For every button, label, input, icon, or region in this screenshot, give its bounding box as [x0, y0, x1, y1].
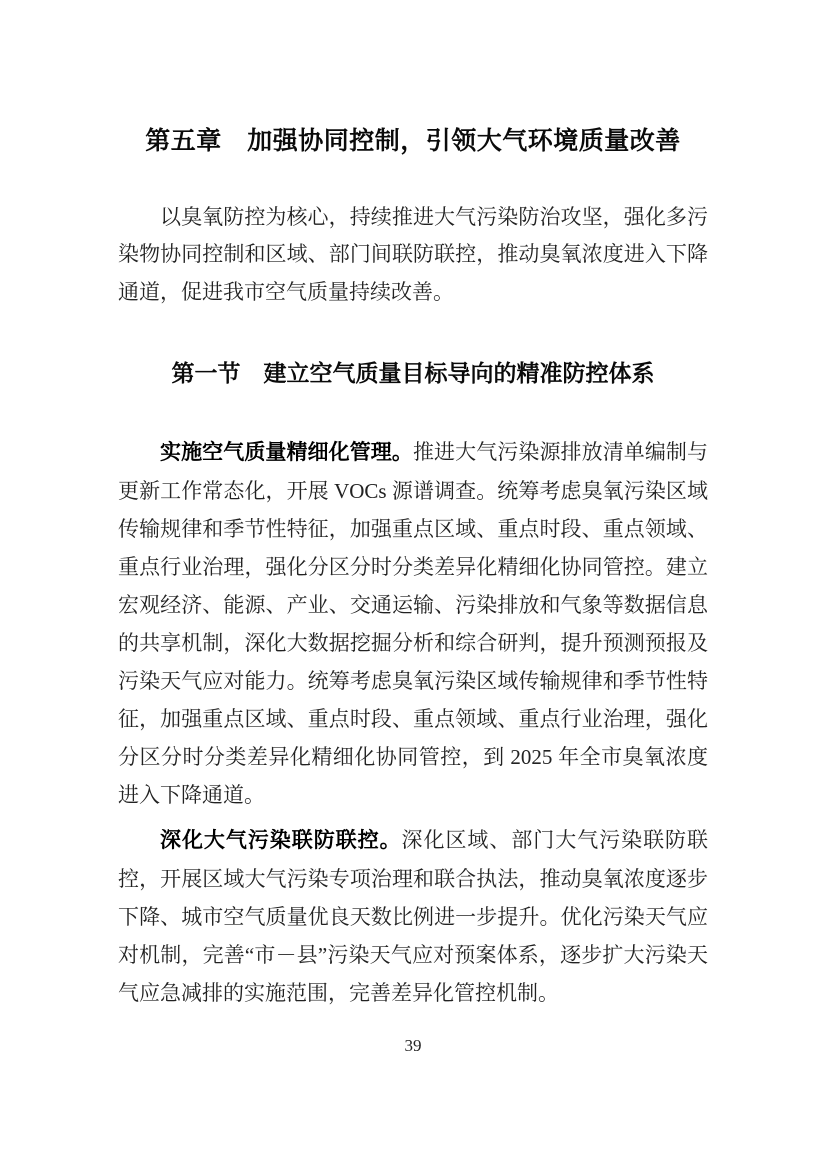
page-number: 39 [404, 1036, 422, 1055]
paragraph-air-quality-management [118, 433, 708, 814]
section-title: 第一节 建立空气质量目标导向的精准防控体系 [171, 360, 655, 386]
chapter-title: 第五章 加强协同控制，引领大气环境质量改善 [145, 128, 681, 155]
paragraph-joint-prevention-control [118, 821, 708, 1012]
paragraph-lead-joint-prevention-control: 深化大气污染联防联控。 [160, 829, 402, 852]
paragraph-text-joint-prevention-control: 深化区域、部门大气污染联防联控，开展区域大气污染专项治理和联合执法，推动臭氧浓度逐步下降、城市空气质量优良天数比例进一步提升。优化污染天气应对机制，完善“市－县”污染天气应对预案体系，逐步扩大污染天气应急减排的实施范围，完善差异化管控机制。 [118, 828, 709, 1005]
paragraph-text-air-quality-management: 推进大气污染源排放清单编制与更新工作常态化，开展 VOCs 源谱调查。统筹考虑臭氧污染区域传输规律和季节性特征，加强重点区域、重点时段、重点领域、重点行业治理，强化分区分时分类差异化精细化协同管控。建立宏观经济、能源、产业、交通运输、污染排放和气象等数据信息的共享机制，深化大数据挖掘分析和综合研判，提升预测预报及污染天气应对能力。统筹考虑臭氧污染区域传输规律和季节性特征，加强重点区域、重点时段、重点领域、重点行业治理，强化分区分时分类差异化精细化协同管控，到 2025 年全市臭氧浓度进入下降通道。 [118, 440, 709, 807]
section-body [118, 433, 708, 1012]
intro-paragraph: 以臭氧防控为核心，持续推进大气污染防治攻坚，强化多污染物协同控制和区域、部门间联防联控，推动臭氧浓度进入下降通道，促进我市空气质量持续改善。 [118, 205, 708, 304]
paragraph-lead-air-quality-management: 实施空气质量精细化管理。 [160, 441, 413, 464]
